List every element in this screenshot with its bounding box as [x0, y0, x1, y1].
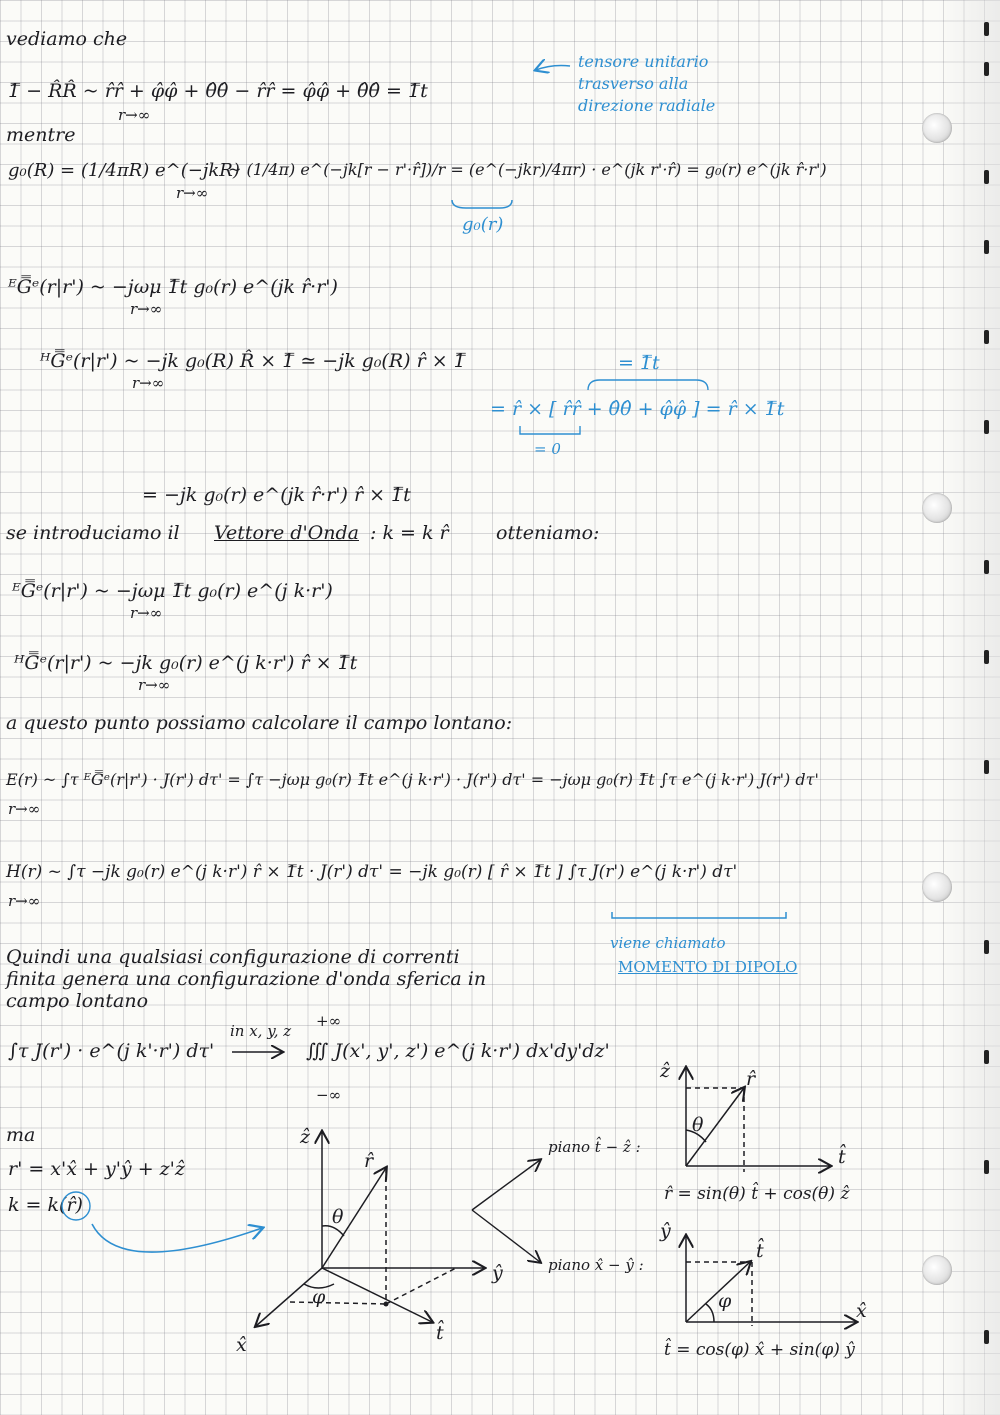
conclusion-line-3: campo lontano: [6, 990, 149, 1012]
small-angle-theta-label: θ: [692, 1114, 704, 1136]
limit-subscript: r→∞: [8, 800, 41, 818]
conclusion-line-2: finita genera una configurazione d'onda sferica in: [6, 968, 487, 990]
dipole-bracket: [612, 912, 786, 918]
equation-scalar-green-2: ~ (1/4π) e^(−jk[r − r'·r̂])/r = (e^(−jkr)/4πr) · e^(jk r'·r̂) = g₀(r) e^(jk r̂·r'): [228, 160, 827, 179]
limit-subscript: r→∞: [138, 676, 171, 694]
equation-t-hat: t̂ = cos(φ) x̂ + sin(φ) ŷ: [664, 1340, 855, 1360]
equation-rprime: r' = x'x̂ + y'ŷ + z'ẑ: [8, 1158, 185, 1180]
equation-H-green-k: ᴴG̿ᵉ(r|r') ~ −jk g₀(r) e^(j k·r') r̂ × 1̿t: [14, 652, 358, 674]
equation-integral-left: ∫τ J(r') · e^(j k'·r') dτ': [8, 1040, 215, 1062]
far-field-text: a questo punto possiamo calcolare il campo lontano:: [6, 712, 513, 734]
axis-z-label: ẑ: [300, 1126, 311, 1148]
limit-subscript: r→∞: [118, 106, 151, 124]
small-axis-y-label: ŷ: [660, 1220, 671, 1242]
axis-y-label: ŷ: [492, 1262, 503, 1284]
wave-vector-definition: : k = k r̂: [370, 522, 449, 544]
intro-text: vediamo che: [6, 28, 128, 50]
mentre-text: mentre: [6, 124, 76, 146]
equation-r-hat: r̂ = sin(θ) t̂ + cos(θ) ẑ: [664, 1184, 850, 1204]
equation-scalar-green-1: g₀(R) = (1/4πR) e^(−jkR): [8, 160, 240, 181]
axis-r-label: r̂: [364, 1150, 374, 1172]
equation-k: k = k(r̂): [8, 1194, 83, 1216]
annotation-tensor-line-1: tensore unitario: [578, 52, 709, 71]
plane-xy-label: piano x̂ − ŷ :: [548, 1256, 644, 1274]
equation-E-green: ᴱG̿ᵉ(r|r') ~ −jωμ 1̿t g₀(r) e^(jk r̂·r'): [8, 276, 338, 298]
annotation-tensor-line-2: trasverso alla: [578, 74, 689, 93]
g0-brace: [452, 200, 512, 208]
equation-E-far-field: E(r) ~ ∫τ ᴱG̿ᵉ(r|r') · J(r') dτ' = ∫τ −jωμ g₀(r) 1̿t e^(j k·r') · J(r') dτ' = −jωμ g₀(r) 1̿t ∫τ e^(j k·r') J(r') dτ': [6, 770, 819, 789]
small-theta-arc: [686, 1130, 706, 1142]
angle-theta-label: θ: [332, 1206, 344, 1228]
wave-vector-post: otteniamo:: [496, 522, 600, 544]
conclusion-line-1: Quindi una qualsiasi configurazione di correnti: [6, 946, 460, 968]
small-axis-r-label: r̂: [746, 1068, 756, 1090]
axis-x-label: x̂: [236, 1334, 247, 1356]
k-to-diagram-arrow: [92, 1224, 262, 1252]
x-axis: [256, 1268, 322, 1326]
theta-arc: [322, 1226, 344, 1236]
phi-arc: [304, 1284, 334, 1288]
blue-equation: = r̂ × [ r̂r̂ + θ̂θ̂ + φ̂φ̂ ] = r̂ × 1̿t: [490, 398, 785, 420]
small-axis-z-label: ẑ: [660, 1060, 671, 1082]
limit-subscript: r→∞: [130, 300, 163, 318]
g0-brace-label: g₀(r): [462, 214, 504, 235]
xy-projection-line-1: [290, 1302, 386, 1304]
wave-vector-pre: se introduciamo il: [6, 522, 180, 544]
integral-upper-limit: +∞: [316, 1012, 342, 1030]
small-axis-t-label-2: t̂: [756, 1240, 764, 1262]
plane-tz-arrow: [472, 1160, 540, 1210]
wave-vector-name: Vettore d'Onda: [214, 522, 359, 544]
equation-H-green-2: = −jk g₀(r) e^(jk r̂·r') r̂ × 1̿t: [142, 484, 411, 506]
equation-E-green-k: ᴱG̿ᵉ(r|r') ~ −jωμ 1̿t g₀(r) e^(j k·r'): [12, 580, 333, 602]
blue-eq-top: = 1̿t: [618, 352, 660, 374]
limit-subscript: r→∞: [130, 604, 163, 622]
dipole-label-2: MOMENTO DI DIPOLO: [618, 958, 798, 976]
circle-around-r-hat: [62, 1192, 90, 1220]
xy-projection-line-2: [386, 1268, 456, 1304]
annotation-tensor-line-3: direzione radiale: [578, 96, 716, 115]
small-angle-phi-label: φ: [718, 1290, 732, 1312]
small-axis-t-label: t̂: [838, 1146, 846, 1168]
equation-transverse-tensor: 1̿ − R̂R̂ ~ r̂r̂ + φ̂φ̂ + θ̂θ̂ − r̂r̂ = φ̂φ̂ + θ̂θ̂ = 1̿t: [8, 80, 428, 102]
axis-t-label: t̂: [436, 1322, 444, 1344]
small-phi-arc: [706, 1304, 714, 1322]
equation-integral-right: ∭ J(x', y', z') e^(j k·r') dx'dy'dz': [306, 1040, 610, 1062]
t-vector: [322, 1268, 432, 1322]
ma-text: ma: [6, 1124, 36, 1146]
blue-overbrace: [588, 380, 708, 390]
small-t-vector: [686, 1262, 750, 1322]
integral-lower-limit: −∞: [316, 1086, 342, 1104]
r-vector: [322, 1168, 386, 1268]
limit-subscript: r→∞: [132, 374, 165, 392]
limit-subscript: r→∞: [8, 892, 41, 910]
blue-zero: = 0: [534, 440, 561, 458]
small-axis-x-label: x̂: [856, 1300, 867, 1322]
blue-underbrace: [520, 426, 580, 434]
in-xyz-label: in x, y, z: [230, 1022, 292, 1040]
angle-phi-label: φ: [312, 1286, 326, 1308]
equation-H-green-1: ᴴG̿ᵉ(r|r') ~ −jk g₀(R) R̂ × 1̿ ≃ −jk g₀(R) r̂ × 1̿: [40, 350, 466, 372]
equation-H-far-field: H(r) ~ ∫τ −jk g₀(r) e^(j k·r') r̂ × 1̿t · J(r') dτ' = −jk g₀(r) [ r̂ × 1̿t ] ∫τ J(r') e^(j k·r') dτ': [6, 862, 738, 882]
limit-subscript: r→∞: [176, 184, 209, 202]
annotation-arrow: [536, 66, 570, 71]
plane-xy-arrow: [472, 1210, 540, 1262]
dipole-label-1: viene chiamato: [610, 934, 726, 952]
small-r-vector: [686, 1088, 744, 1166]
plane-tz-label: piano t̂ − ẑ :: [548, 1138, 641, 1156]
